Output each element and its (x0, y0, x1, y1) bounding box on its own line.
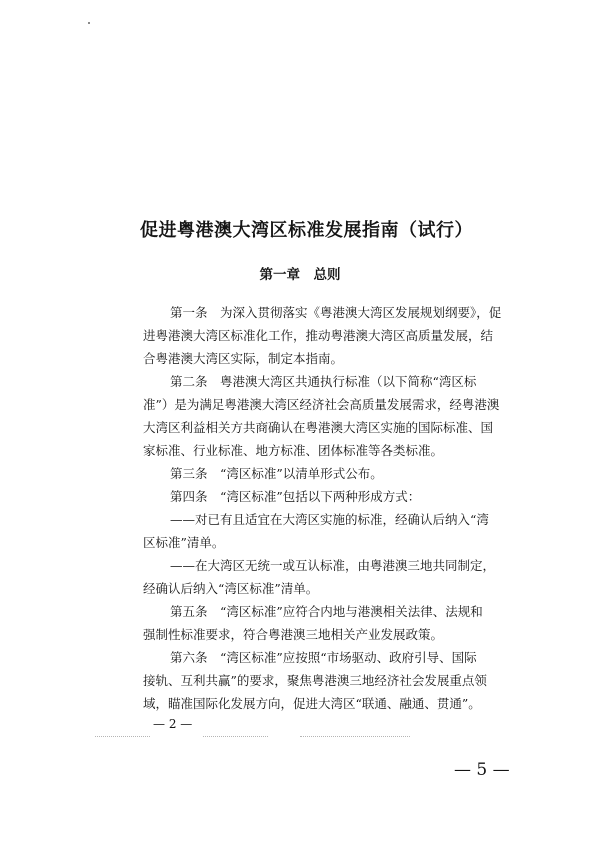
body-line: 第四条 “湾区标准”包括以下两种形成方式： (170, 489, 421, 504)
body-line: 强制性标准要求，符合粤港澳三地相关产业发展政策。 (143, 627, 444, 642)
body-line: 区标准”清单。 (143, 535, 225, 550)
body-line: 第一条 为深入贯彻落实《粤港澳大湾区发展规划纲要》，促 (170, 305, 502, 320)
scan-dotted-rule (95, 736, 150, 738)
body-line: 第六条 “湾区标准”应按照“市场驱动、政府引导、国际 (170, 650, 477, 665)
inner-page-number: — 2 — (153, 717, 193, 731)
body-line: 家标准、行业标准、地方标准、团体标准等各类标准。 (143, 443, 444, 458)
body-line: 进粤港澳大湾区标准化工作，推动粤港澳大湾区高质量发展，结 (143, 328, 494, 343)
body-line: 经确认后纳入“湾区标准”清单。 (143, 581, 319, 596)
body-line: ——对已有且适宜在大湾区实施的标准，经确认后纳入“湾 (170, 512, 489, 527)
body-line: 合粤港澳大湾区实际，制定本指南。 (143, 351, 344, 366)
body-line: 接轨、互利共赢”的要求，聚焦粤港澳三地经济社会发展重点领 (143, 673, 487, 688)
scan-speck (88, 22, 90, 24)
chapter-heading: 第一章 总则 (259, 267, 341, 283)
document-title: 促进粤港澳大湾区标准发展指南（试行） (140, 220, 473, 241)
body-line: 第五条 “湾区标准”应符合内地与港澳相关法律、法规和 (170, 604, 483, 619)
body-line: ——在大湾区无统一或互认标准，由粤港澳三地共同制定， (170, 558, 496, 573)
body-line: 第三条 “湾区标准”以清单形式公布。 (170, 466, 383, 481)
scan-dotted-rule (203, 736, 268, 738)
body-line: 大湾区利益相关方共商确认在粤港澳大湾区实施的国际标准、国 (143, 420, 494, 435)
body-line: 域，瞄准国际化发展方向，促进大湾区“联通、融通、贯通”。 (143, 696, 481, 711)
scan-dotted-rule (300, 736, 410, 738)
body-line: 准”）是为满足粤港澳大湾区经济社会高质量发展需求，经粤港澳 (143, 397, 500, 412)
body-line: 第二条 粤港澳大湾区共通执行标准（以下简称“湾区标 (170, 374, 477, 389)
outer-page-number: — 5 — (454, 760, 510, 780)
